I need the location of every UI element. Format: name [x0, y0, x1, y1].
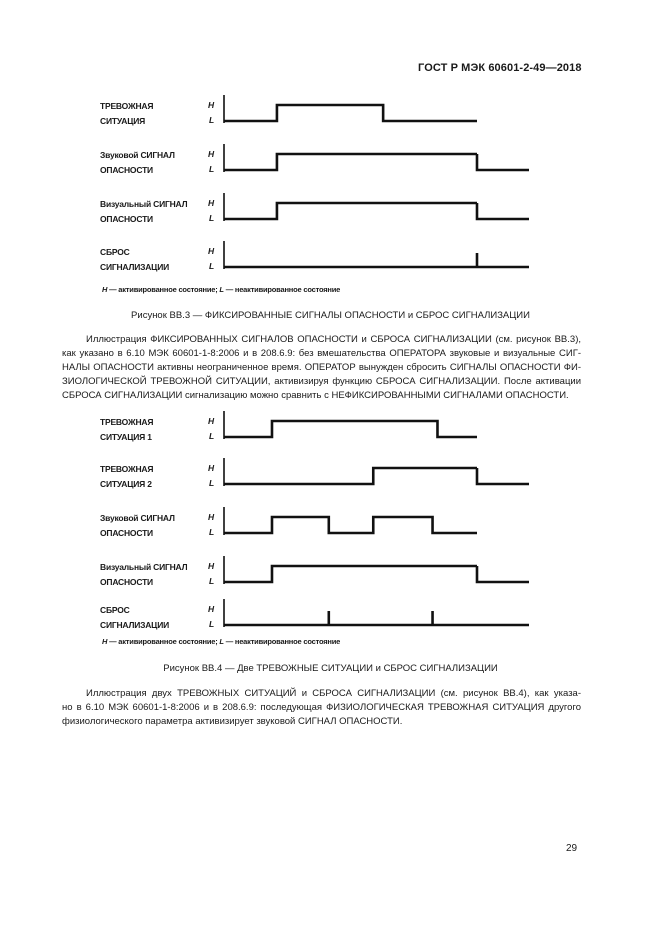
- signal-label-line: СИГНАЛИЗАЦИИ: [100, 620, 170, 630]
- signal-label-line: СБРОС: [100, 605, 130, 615]
- level-h-label: H: [208, 604, 215, 614]
- signal-label-line: ТРЕВОЖНАЯ: [100, 417, 154, 427]
- level-l-label: L: [209, 164, 215, 174]
- level-l-label: L: [209, 115, 215, 125]
- signal-label-line: ТРЕВОЖНАЯ: [100, 464, 154, 474]
- signal-label-line: ОПАСНОСТИ: [100, 577, 153, 587]
- signal-label-line: ОПАСНОСТИ: [100, 165, 153, 175]
- legend-h-text: — активированное состояние;: [107, 637, 220, 646]
- signal-label-line: СИТУАЦИЯ 2: [100, 479, 152, 489]
- paragraph-line: но в 6.10 МЭК 60601-1-8:2006 и в 208.6.9: последующая ФИЗИОЛОГИЧЕСКАЯ ТРЕВОЖНАЯ СИТУАЦИЯ другого: [62, 702, 581, 713]
- signal-label-line: Звуковой СИГНАЛ: [100, 150, 175, 160]
- document-header: ГОСТ Р МЭК 60601-2-49—2018: [418, 62, 582, 74]
- signal-label-line: СБРОС: [100, 247, 130, 257]
- paragraph-line: НАЛЫ ОПАСНОСТИ активны неограниченное время. ОПЕРАТОР вынужден сбросить СИГНАЛЫ ОПАСНОСТИ ФИ-: [62, 362, 581, 373]
- legend-l-text: — неактивированное состояние: [223, 285, 341, 294]
- level-h-label: H: [208, 149, 215, 159]
- level-l-label: L: [209, 431, 215, 441]
- signal-label-line: Звуковой СИГНАЛ: [100, 513, 175, 523]
- figure-bb3-caption: Рисунок ВВ.3 — ФИКСИРОВАННЫЕ СИГНАЛЫ ОПАСНОСТИ и СБРОС СИГНАЛИЗАЦИИ: [131, 310, 530, 321]
- signal-label-line: Визуальный СИГНАЛ: [100, 562, 188, 572]
- legend-h-symbol: H: [102, 285, 108, 294]
- level-l-label: L: [209, 478, 215, 488]
- figure-bb4-legend: [102, 637, 340, 646]
- paragraph-line: ЗИОЛОГИЧЕСКОЙ ТРЕВОЖНОЙ СИТУАЦИИ, активизируя функцию СБРОСА СИГНАЛИЗАЦИИ. После активации: [62, 376, 581, 387]
- legend-h-text: — активированное состояние;: [107, 285, 220, 294]
- level-h-label: H: [208, 246, 215, 256]
- page-number: 29: [566, 843, 578, 854]
- paragraph-line: Иллюстрация ФИКСИРОВАННЫХ СИГНАЛОВ ОПАСНОСТИ и СБРОСА СИГНАЛИЗАЦИИ (см. рисунок ВВ.3),: [86, 334, 581, 345]
- signal-label-line: Визуальный СИГНАЛ: [100, 199, 188, 209]
- level-h-label: H: [208, 512, 215, 522]
- level-h-label: H: [208, 463, 215, 473]
- level-h-label: H: [208, 561, 215, 571]
- signal-label-line: ОПАСНОСТИ: [100, 528, 153, 538]
- paragraph-line: как указано в 6.10 МЭК 60601-1-8:2006 и в 208.6.9: без вмешательства ОПЕРАТОРА звуковые и визуальные СИГ-: [62, 348, 581, 359]
- level-l-label: L: [209, 527, 215, 537]
- signal-label-line: СИТУАЦИЯ: [100, 116, 146, 126]
- paragraph-line: физиологического параметра активизирует звуковой СИГНАЛ ОПАСНОСТИ.: [62, 716, 403, 727]
- level-h-label: H: [208, 198, 215, 208]
- level-l-label: L: [209, 213, 215, 223]
- level-h-label: H: [208, 100, 215, 110]
- paragraph-2: [62, 687, 581, 729]
- signal-label-line: ТРЕВОЖНАЯ: [100, 101, 154, 111]
- level-h-label: H: [208, 416, 215, 426]
- paragraph-line: СБРОСА СИГНАЛИЗАЦИИ сигнализацию можно сравнить с НЕФИКСИРОВАННЫМИ СИГНАЛАМИ ОПАСНОСТИ.: [62, 390, 569, 401]
- level-l-label: L: [209, 261, 215, 271]
- legend-h-symbol: H: [102, 637, 108, 646]
- figure-bb4-caption: Рисунок ВВ.4 — Две ТРЕВОЖНЫЕ СИТУАЦИИ и СБРОС СИГНАЛИЗАЦИИ: [163, 663, 498, 674]
- level-l-label: L: [209, 619, 215, 629]
- signal-label-line: СИГНАЛИЗАЦИИ: [100, 262, 170, 272]
- legend-l-symbol: L: [219, 285, 224, 294]
- level-l-label: L: [209, 576, 215, 586]
- legend-l-text: — неактивированное состояние: [223, 637, 341, 646]
- paragraph-line: Иллюстрация двух ТРЕВОЖНЫХ СИТУАЦИЙ и СБРОСА СИГНАЛИЗАЦИИ (см. рисунок ВВ.4), как указа-: [86, 688, 581, 699]
- signal-label-line: СИТУАЦИЯ 1: [100, 432, 152, 442]
- legend-l-symbol: L: [219, 637, 224, 646]
- signal-label-line: ОПАСНОСТИ: [100, 214, 153, 224]
